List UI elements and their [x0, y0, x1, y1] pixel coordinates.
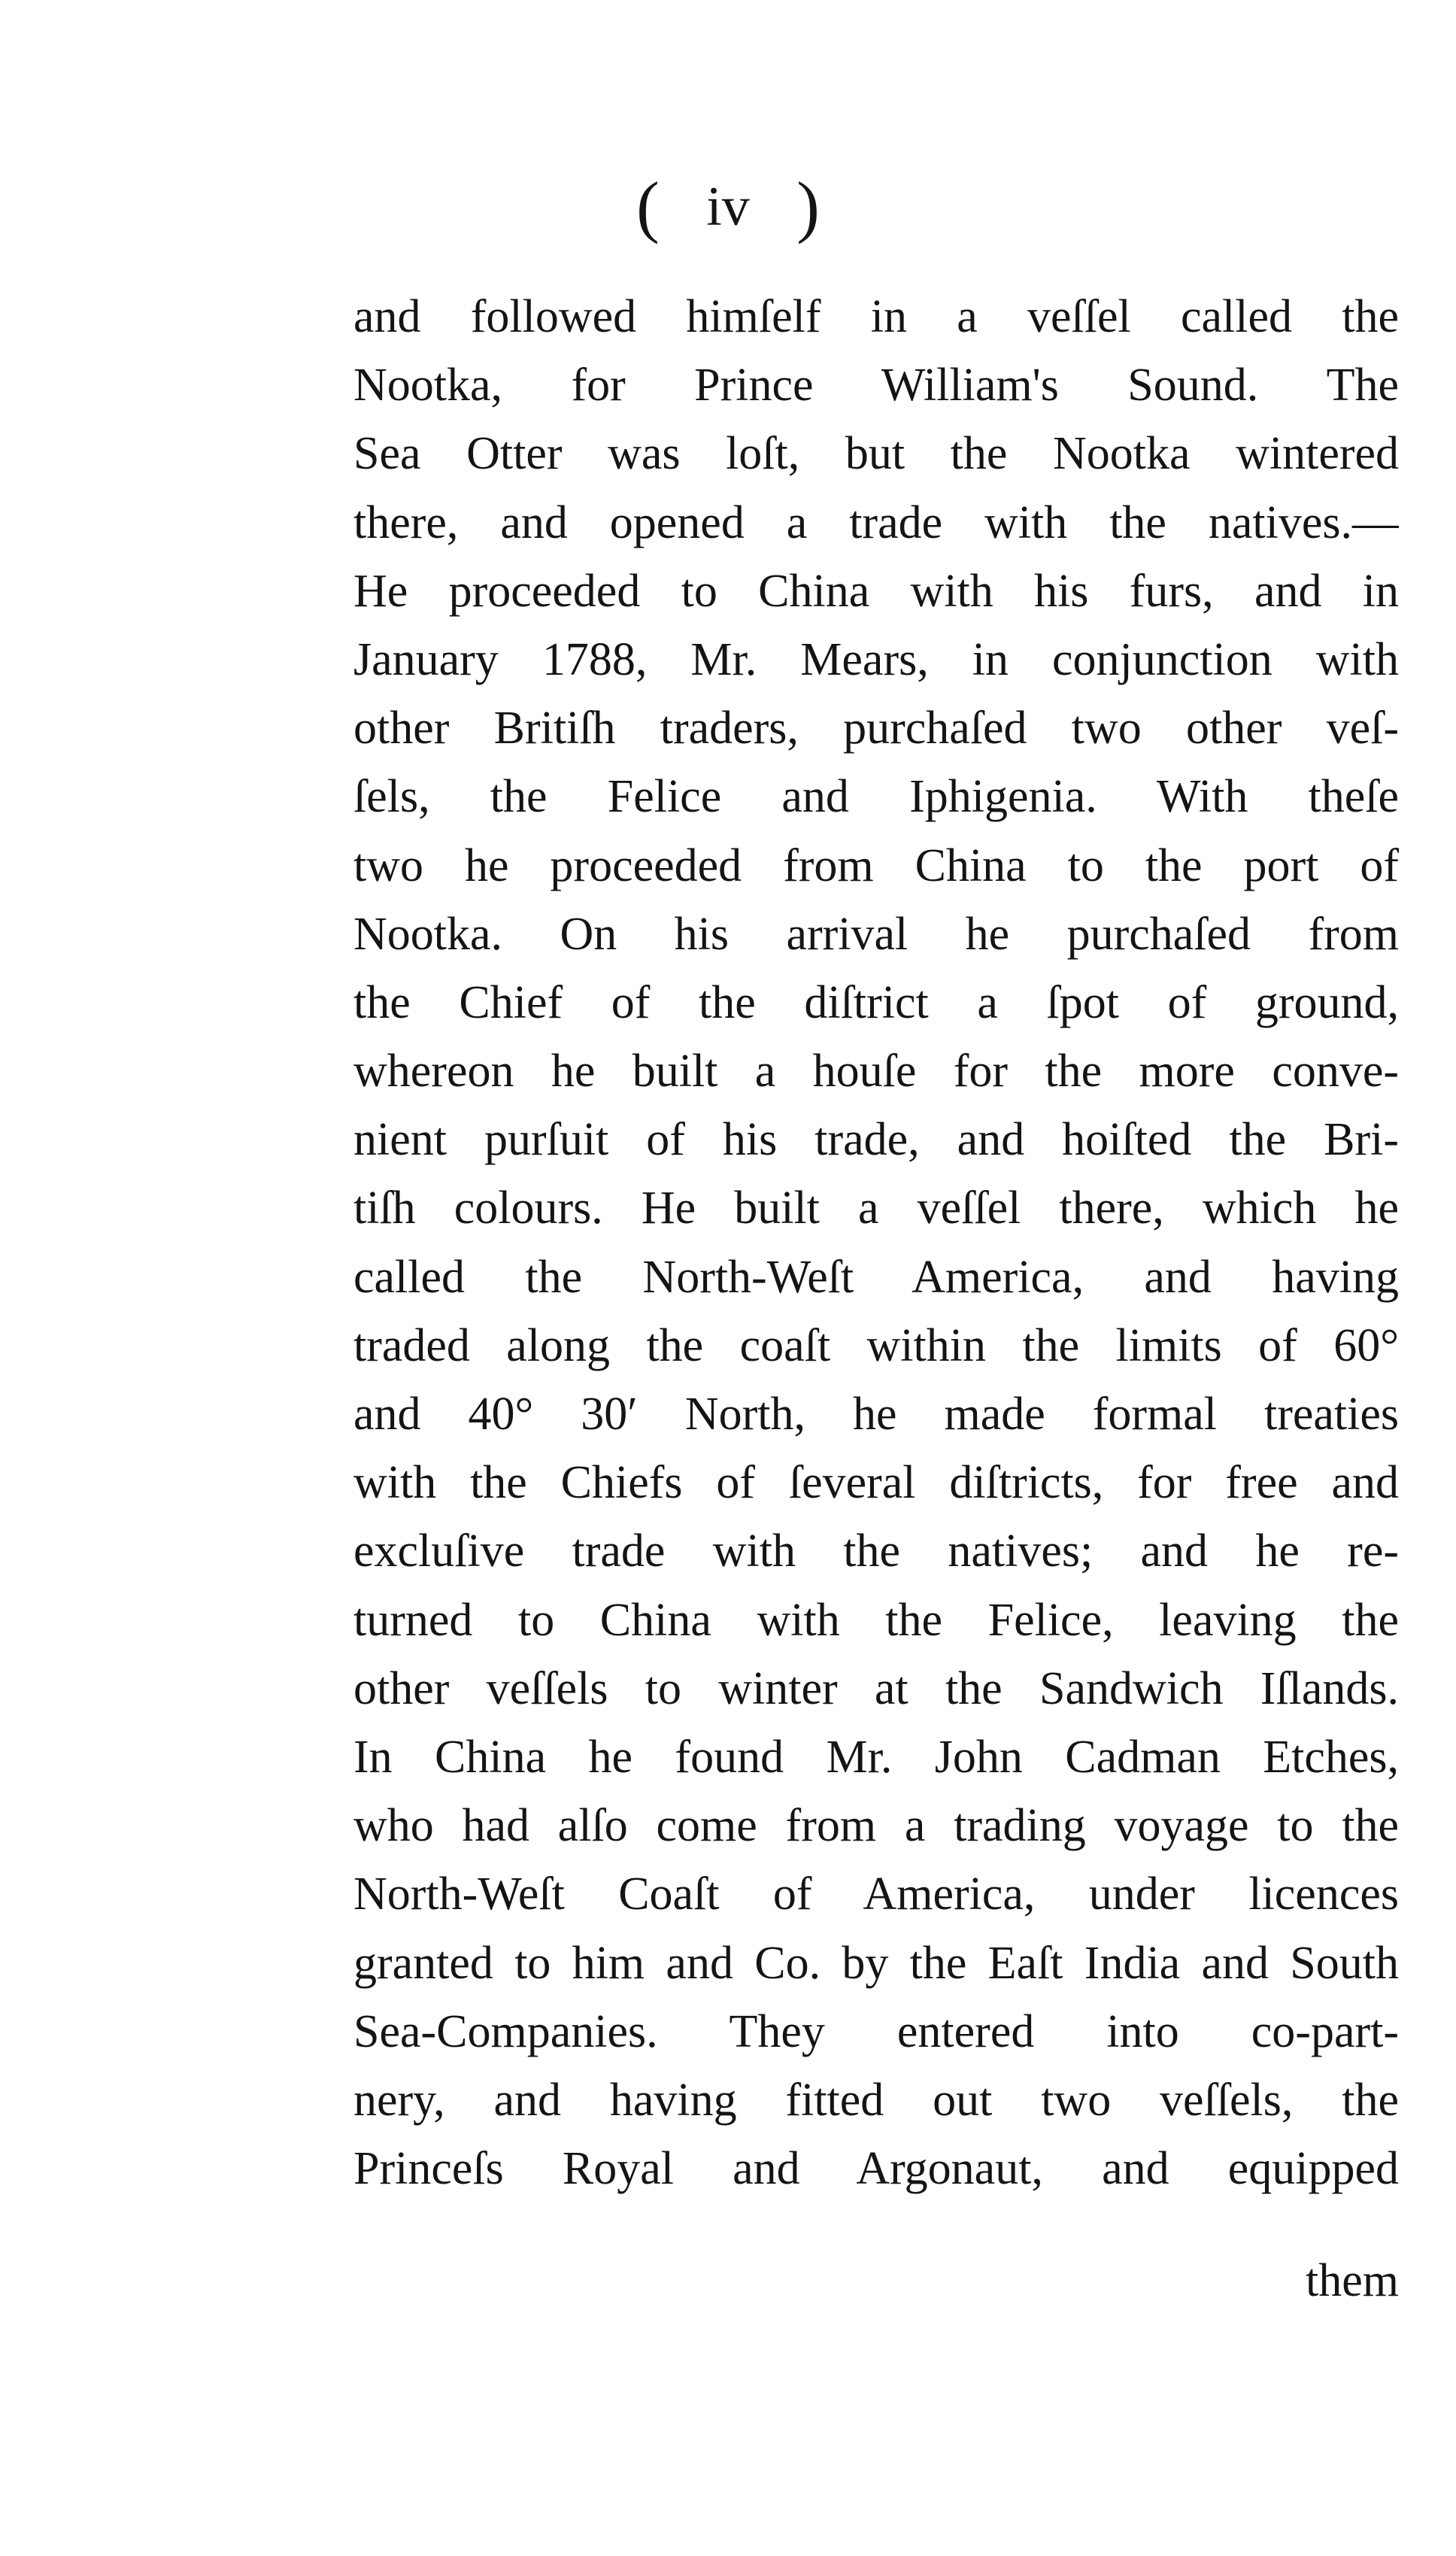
body-text — [353, 283, 1399, 2203]
text-line: nient purſuit of his trade, and hoiſted the Bri- — [353, 1114, 1399, 1166]
text-line: Princeſs Royal and Argonaut, and equipped — [353, 2143, 1399, 2195]
text-line: ſels, the Felice and Iphigenia. With theſe — [353, 771, 1399, 823]
text-line: other Britiſh traders, purchaſed two other veſ- — [353, 703, 1399, 754]
text-line: there, and opened a trade with the natives.— — [353, 496, 1399, 548]
text-line: nery, and having fitted out two veſſels, the — [353, 2074, 1399, 2126]
text-line: other veſſels to winter at the Sandwich Iſlands. — [353, 1662, 1399, 1714]
text-line: In China he found Mr. John Cadman Etches, — [353, 1731, 1399, 1783]
text-line: whereon he built a houſe for the more conve- — [353, 1046, 1399, 1097]
text-line: who had alſo come from a trading voyage to the — [353, 1800, 1399, 1852]
text-line: Nootka, for Prince William's Sound. The — [353, 360, 1399, 411]
text-line: Sea-Companies. They entered into co-part- — [353, 2005, 1399, 2057]
text-line: two he proceeded from China to the port of — [353, 839, 1399, 891]
page-number — [0, 168, 1456, 244]
text-line: tiſh colours. He built a veſſel there, which he — [353, 1182, 1399, 1234]
text-line: North-Weſt Coaſt of America, under licences — [353, 1868, 1399, 1920]
text-line: with the Chiefs of ſeveral diſtricts, for free and — [353, 1457, 1399, 1509]
text-line: called the North-Weſt America, and having — [353, 1251, 1399, 1303]
text-line: and 40° 30′ North, he made formal treaties — [353, 1389, 1399, 1440]
text-line: excluſive trade with the natives; and he re- — [353, 1525, 1399, 1577]
text-line: He proceeded to China with his furs, and in — [353, 565, 1399, 617]
text-line: traded along the coaſt within the limits of 60° — [353, 1319, 1399, 1371]
page-number-value: iv — [706, 176, 750, 238]
text-line: January 1788, Mr. Mears, in conjunction with — [353, 633, 1399, 685]
text-line: turned to China with the Felice, leaving the — [353, 1594, 1399, 1646]
page-number-open-paren: ( — [636, 168, 660, 244]
text-line: the Chief of the diſtrict a ſpot of ground, — [353, 976, 1399, 1028]
catchword: them — [1306, 2255, 1399, 2306]
text-line: Sea Otter was loſt, but the Nootka wintered — [353, 428, 1399, 480]
page-number-close-paren: ) — [796, 168, 820, 244]
text-line: and followed himſelf in a veſſel called the — [353, 291, 1399, 342]
text-line: Nootka. On his arrival he purchaſed from — [353, 908, 1399, 960]
text-line: granted to him and Co. by the Eaſt India and South — [353, 1937, 1399, 1989]
